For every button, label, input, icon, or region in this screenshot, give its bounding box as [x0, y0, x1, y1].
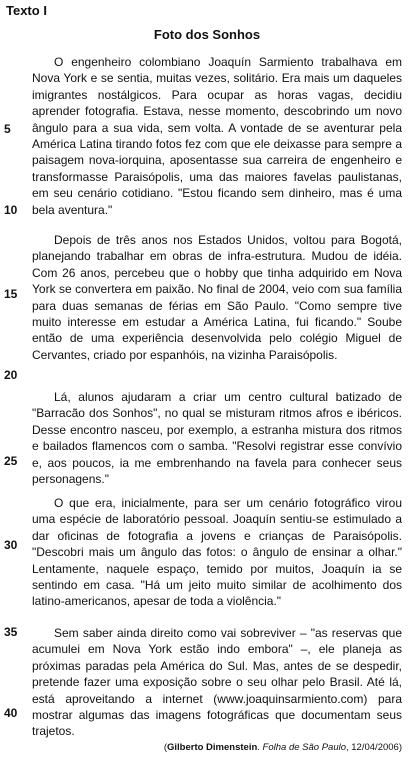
source-publication: Folha de São Paulo	[262, 742, 346, 753]
line-number-15: 15	[4, 287, 18, 301]
text-label: Texto I	[6, 3, 47, 18]
source-citation: (Gilberto Dimenstein. Folha de São Paulo, 12/04/2006)	[163, 742, 402, 753]
line-number-20: 20	[4, 368, 18, 382]
line-number-5: 5	[4, 122, 11, 136]
paragraph-1: O engenheiro colombiano Joaquín Sarmiento trabalhava em Nova York e se sentia, muitas vezes, solitário. Era mais um daqueles imigrantes nostálgicos. Para ocupar as horas vagas, decidiu aprender fotografia. Estava, nesse momento, descobrindo um novo ângulo para a sua vida, sem volta. A vontade de se aventurar pela América Latina tirando fotos fez com que ele deixasse para sempre a paisagem nova-iorquina, aposentasse sua carreira de engenheiro e transformasse Paraisópolis, uma das maiores favelas paulistanas, em seu cenário cotidiano. "Estou ficando sem dinheiro, mas é uma bela aventura."	[32, 55, 402, 217]
paragraph-3: Lá, alunos ajudaram a criar um centro cultural batizado de "Barracão dos Sonhos", no qual se misturam ritmos afros e ibéricos. Desse encontro nasceu, por exemplo, a estranha mistura dos ritmos e bailados flamencos com o samba. "Resolvi registrar esse convívio e, aos poucos, ia me embrenhando na favela para conhecer seus personagens."	[32, 390, 402, 487]
paragraph-5: Sem saber ainda direito como vai sobreviver – "as reservas que acumulei em Nova York estão indo embora" –, ele planeja as próximas paradas pela América do Sul. Mas, antes de se despedir, pretende fazer uma exposição sobre o seu olhar pelo Brasil. Até lá, está aproveitando a internet (www.joaquinsarmiento.com) para mostrar algumas das imagens fotográficas que documentam seus trajetos.	[32, 626, 402, 739]
line-number-10: 10	[4, 203, 18, 217]
source-author: Gilberto Dimenstein	[167, 742, 258, 753]
line-number-25: 25	[4, 454, 18, 468]
source-date: , 12/04/2006)	[346, 742, 402, 753]
paragraph-2: Depois de três anos nos Estados Unidos, voltou para Bogotá, planejando trabalhar em obras de infra-estrutura. Mudou de idéia. Com 26 anos, percebeu que o hobby que tinha adquirido em Nova York se convertera em paixão. No final de 2004, veio com sua família para duas semanas de férias em São Paulo. "Como sempre tive muito interesse em estudar a América Latina, fui ficando." Soube então de uma experiência desenvolvida pelo colégio Miguel de Cervantes, criado por espanhóis, na vizinha Paraisópolis.	[32, 233, 402, 362]
article-title: Foto dos Sonhos	[153, 27, 261, 42]
line-number-40: 40	[4, 706, 18, 720]
line-number-35: 35	[4, 625, 18, 639]
line-number-30: 30	[4, 538, 18, 552]
paragraph-4: O que era, inicialmente, para ser um cenário fotográfico virou uma espécie de laboratório pessoal. Joaquín sentiu-se estimulado a dar oficinas de fotografia a jovens e crianças de Paraisópolis. "Descobri mais um ângulo das fotos: o ângulo de ensinar a olhar." Lentamente, naquele espaço, temido por muitos, Joaquín ia se sentindo em casa. "Há um jeito muito similar de acolhimento dos latino-americanos, apesar de toda a violência."	[32, 496, 402, 609]
